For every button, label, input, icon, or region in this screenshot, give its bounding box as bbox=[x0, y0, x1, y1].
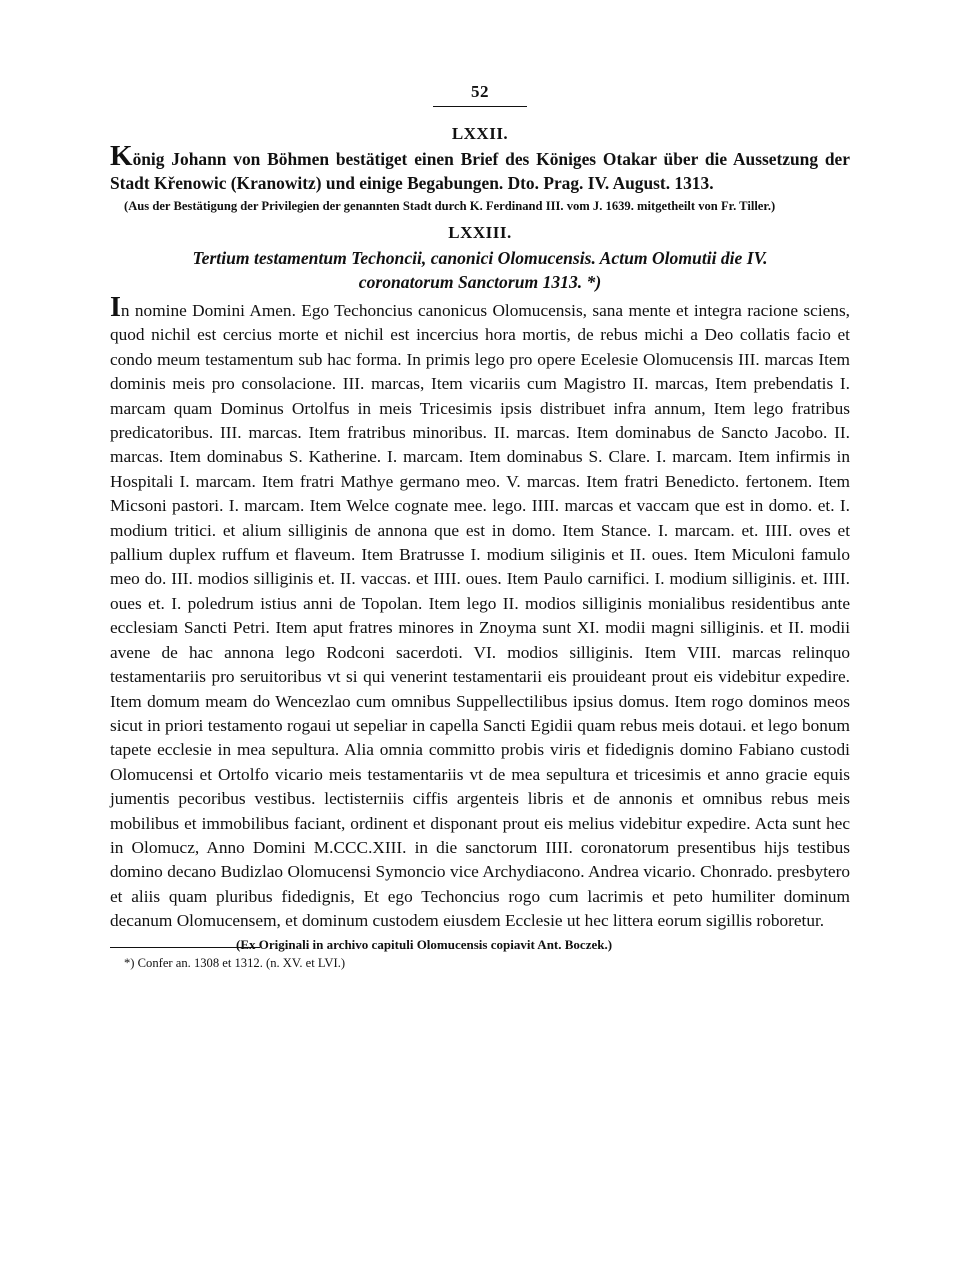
charter-summary bbox=[110, 140, 850, 195]
drop-initial: I bbox=[110, 292, 121, 323]
charter-title bbox=[110, 246, 850, 294]
charter-body bbox=[110, 292, 850, 934]
page-header bbox=[110, 82, 850, 122]
source-note: (Aus der Bestätigung der Privilegien der genannten Stadt durch K. Ferdinand III. vom J. 1639. mitgetheilt von Fr. Tiller.) bbox=[124, 199, 776, 213]
drop-initial: K bbox=[110, 140, 133, 172]
charter-body-text: n nomine Domini Amen. Ego Techoncius canonicus Olomucensis, sana mente et integra racione sciens, quod nichil est cercius morte et nichil est incercius hora mortis, de rebus michi a Deo collatis facio et condo meum testamentum sub hac forma. In primis lego pro opere Ecelesie Olomucensis III. marcas Item dominis meis pro consolacione. III. marcas, Item vicariis cum Magistro II. marcas, Item prebendatis I. marcam quam Dominus Ortolfus in meis Tricesimis ipsis distribuet infra annum, Item lego fratribus predicatoribus. III. marcas. Item fratribus minoribus. II. marcas. Item dominabus de Sancto Jacobo. II. marcas. Item dominabus S. Katherine. I. marcam. Item dominabus S. Clare. I. marcam. Item infirmis in Hospitali I. marcam. Item fratri Mathye germano meo. V. marcas. Item fratri Benedicto. fertonem. Item Micsoni pastori. I. marcam. Item Welce cognate mee. lego. IIII. marcas et vaccam que est in domo. et. I. modium tritici. et alium silliginis de annona que est in domo. Item Stance. I. marcam. et. IIII. oves et pallium duplex ruffum et flaveum. Item Bratrusse I. modium siliginis et II. oues. Item Miculoni famulo meo do. III. modios silliginis et. II. vaccas. et IIII. oues. Item Paulo carnifici. I. modium silliginis. et. IIII. oues et. I. poledrum istius anni de Topolan. Item lego II. modios silliginis monialibus residentibus ante ecclesiam Sancti Petri. Item aput fratres minores in Znoyma sunt XI. modii magni silliginis. et II. modii avene de hac annona lego Rodconi sacerdoti. VI. modios silliginis. Item VIII. marcas relinquo testamentariis pro seruitoribus vt si qui venerint testamentarii eis prouideant prout eis videbitur expedire. Item domum meam do Wencezlao cum omnibus Suppellectilibus ipsius domus. Item rogo dominos meos sicut in priori testamento rogaui ut sepeliar in capella Sancti Egidii quam rebus meis dotaui. et lego bonum tapete ecclesie in mea sepultura. Alia omnia committo probis viris et fidedignis domino Fabiano custodi Olomucensi et Ortolfo vicario meis testamentariis vt de mea sepultura et tricesimis et anno gracie equis jumentis pecoribus vestibus. lectisterniis ciffis argenteis libris et de annonis et omnibus rebus meis mobilibus et immobilibus faciant, ordinent et disponant prout eis melius videbitur expedire. Acta sunt hec in Olomucz, Anno Domini M.CCC.XIII. in die sanctorum IIII. coronatorum presentibus hijs testibus domino decano Budizlao Olomucensi Symoncio vice Archydiacono. Andrea vicario. Chonrado. presbytero et aliis quam pluribus fidedignis, Et ego Techoncius rogo cum lacrimis et peto humiliter dominum decanum Olomucensem, et dominum custodem eiusdem Ecclesie ut hec littera eorum sigillis roboretur. bbox=[110, 301, 850, 931]
footnote: *) Confer an. 1308 et 1312. (n. XV. et LVI.) bbox=[124, 955, 346, 970]
archive-note: (Ex Originali in archivo capituli Olomucensis copiavit Ant. Boczek.) bbox=[236, 936, 613, 952]
page-number: 52 bbox=[433, 82, 527, 107]
charter-title-line-1: Tertium testamentum Techoncii, canonici Olomucensis. Actum Olomutii die IV. bbox=[192, 248, 768, 268]
summary-text: önig Johann von Böhmen bestätiget einen Brief des Königes Otakar über die Aussetzung der Stadt Křenowic (Kranowitz) und einige Begabungen. Dto. Prag. IV. August. 1313. bbox=[110, 149, 850, 193]
section-heading-lxxiii: LXXIII. bbox=[448, 223, 512, 242]
charter-title-line-2: coronatorum Sanctorum 1313. *) bbox=[358, 272, 602, 292]
section-heading-lxxii: LXXII. bbox=[451, 124, 509, 143]
